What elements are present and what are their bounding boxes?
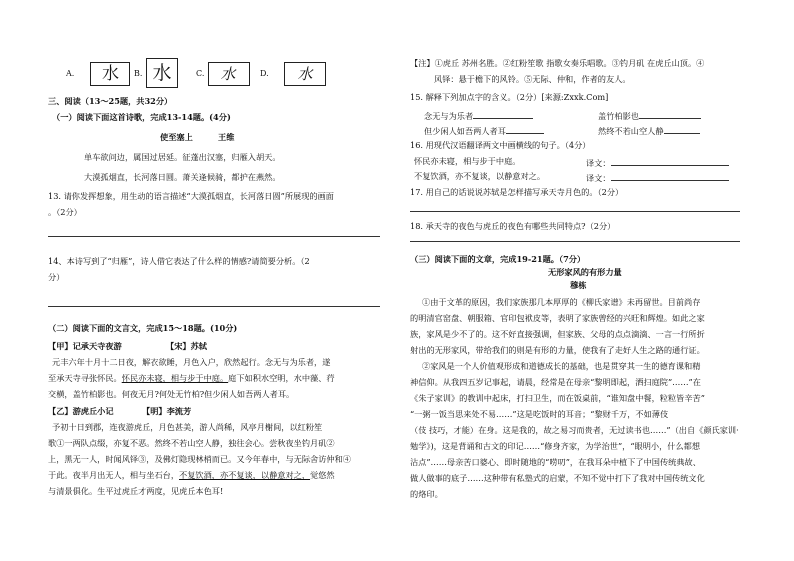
article-line: 族，家风是少不了的。这不好直接强调，但家族、父母的点点滴滴、一言一行所折 xyxy=(410,329,705,339)
text-yi-line-4: 于此。夜半月出无人，相与坐石台，不复饮酒，亦不复谈，以静意对之，觉悠然 xyxy=(48,470,335,480)
answer-line xyxy=(410,241,740,242)
note-line-1: 【注】①虎丘 苏州名胜。②红粉笙歌 指歌女奏乐唱歌。③钓月矶 在虎丘山顶。④ xyxy=(410,58,705,68)
article-line: 勉学》)，这是背诵和古文的印记……“修身齐家，为学治世”，“眼明小，什么都想 xyxy=(410,441,701,451)
option-a-glyph: 水 xyxy=(90,62,130,86)
note-line-2: 风铎：悬于檐下的风铃。⑤无际、仲和，作者的友人。 xyxy=(434,74,631,84)
text-yi-author: 【明】李流芳 xyxy=(142,406,192,416)
text-yi-line-3: 上，黑无一人，时闻风铎③，及佛灯隐现林梢而已。又今年春中，与无际舍访仲和④ xyxy=(48,454,351,464)
option-b-glyph: 水 xyxy=(146,58,178,88)
question-13-points: 。（2分） xyxy=(48,207,82,217)
answer-line xyxy=(48,306,380,307)
article-line: 《朱子家训》的教训中起床，打扫卫生，而在饭桌前，“谁知盘中餐，粒粒皆辛苦” xyxy=(410,393,705,403)
text-yi-line-1: 予初十日到郡，连夜游虎丘，月色甚美，游人尚稀，风亭月榭间，以红粉笙 xyxy=(52,422,323,432)
article-author: 穆栋 xyxy=(570,280,587,290)
option-c-glyph: 水 xyxy=(208,62,250,86)
text-jia-line-1: 元丰六年十月十二日夜，解衣欲睡，月色入户，欣然起行。念无与为乐者，遂 xyxy=(52,357,331,367)
option-a-label: A. xyxy=(66,69,75,78)
text-jia-line-3: 交横，盖竹柏影也。何夜无月?何处无竹柏?但少闲人如吾两人者耳。 xyxy=(48,389,295,399)
article-line: ②家风是一个人价值观形成和道德成长的基础，也是贯穿其一生的德育课和精 xyxy=(422,361,701,371)
article-subheader: （三）阅读下面的文章，完成19-21题。（7分） xyxy=(410,254,586,264)
question-15: 15. 解释下列加点字的含义。（2分）[来源:Zxxk.Com] xyxy=(410,92,609,102)
text-jia-line-2: 至承天寺寻张怀民。怀民亦未寝，相与步于中庭。庭下如积水空明，水中藻、荇 xyxy=(48,373,335,383)
article-title: 无形家风的有形力量 xyxy=(548,267,622,277)
answer-line xyxy=(410,211,740,212)
question-13: 13. 请你发挥想象，用生动的语言描述“大漠孤烟直，长河落日圆”所展现的画面 xyxy=(48,191,334,201)
right-column xyxy=(400,0,754,561)
text-jia-author: 【宋】苏轼 xyxy=(166,341,207,351)
question-17: 17. 用自己的话说说苏轼是怎样描写承天寺月色的。（2分） xyxy=(410,187,624,197)
q16-answer-a: 译文： xyxy=(586,157,729,167)
text-yi-line-5: 与清景俱化。生平过虎丘才两度，见虎丘本色耳! xyxy=(48,486,224,496)
poem-title: 使至塞上 xyxy=(160,132,193,142)
article-line: 的明清官窑盘、朝服箱、官印包袱皮等，表明了家族曾经的兴旺和辉煌。如此之家 xyxy=(410,313,705,323)
q15-item-d: 然终不若山空人静 xyxy=(598,125,700,135)
left-column xyxy=(40,0,390,561)
option-b-label: B. xyxy=(134,69,143,78)
underlined-sentence: 不复饮酒，亦不复谈，以静意对之， xyxy=(179,470,311,480)
classical-subheader: （二）阅读下面的文言文，完成15～18题。(10分) xyxy=(48,323,238,333)
option-c-label: C. xyxy=(196,69,205,78)
question-16: 16. 用现代汉语翻译两文中画横线的句子。（4分） xyxy=(410,140,591,150)
option-d-glyph: 水 xyxy=(284,62,326,86)
article-line: 沾点”……母亲苦口婆心、即时随地的“唠叨”，在我耳朵中植下了中国传统典故、 xyxy=(410,457,701,467)
q15-item-b: 盖竹柏影也 xyxy=(598,110,701,120)
question-14: 14、本诗写到了“归雁”，诗人借它表达了什么样的情感?请简要分析。（2 xyxy=(48,256,310,266)
q16-sentence-a: 怀民亦未寝，相与步于中庭。 xyxy=(414,156,521,166)
answer-line xyxy=(48,236,380,237)
text-jia-title: 【甲】记承天寺夜游 xyxy=(48,341,122,351)
q15-item-a: 念无与为乐者 xyxy=(424,110,533,120)
option-d-label: D. xyxy=(260,69,269,78)
text-yi-title: 【乙】游虎丘小记 xyxy=(48,406,114,416)
poem-subheader: （一）阅读下面这首诗歌，完成13-14题。(4分) xyxy=(52,112,231,122)
underlined-sentence: 怀民亦未寝，相与步于中庭。 xyxy=(121,373,229,383)
poem-line-2: 大漠孤烟直，长河落日圆。萧关逢候骑，都护在燕然。 xyxy=(84,172,281,182)
q16-answer-b: 译文： xyxy=(586,172,729,182)
article-line: （伎 技巧，才能）在身。这是我的，故之易习而贵者，无过读书也……”（出自《颜氏家训· xyxy=(410,425,739,435)
poem-author: 王维 xyxy=(218,132,235,142)
article-line: 神信仰。从我四五岁记事起，请晨，经常是在母亲“黎明即起，洒扫庭院”……”在 xyxy=(410,377,701,387)
section-3-header: 三、阅读（13～25题，共32分） xyxy=(48,96,173,106)
article-line: ①由于文革的原因，我们家族那几本厚厚的《柳氏家谱》未再留世。目前尚存 xyxy=(422,297,701,307)
text-yi-line-2: 歌①一两队点缀，亦复不恶。然终不若山空人静，独往会心。尝秋夜坐钓月矶② xyxy=(48,438,335,448)
article-line: 射出的无形家风，带给我们的则是有形的力量，使我有了走好人生之路的通行证。 xyxy=(410,345,705,355)
article-line: 的烙印。 xyxy=(410,489,443,499)
question-14-points: 分） xyxy=(48,272,65,282)
q16-sentence-b: 不复饮酒，亦不复谈，以静意对之。 xyxy=(414,171,546,181)
article-line: 做人做事的底子……这种带有私塾式的启蒙，不知不觉中打下了我对中国传统文化 xyxy=(410,473,705,483)
q15-item-c: 但少闲人如吾两人者耳 xyxy=(424,125,544,135)
question-18: 18. 承天寺的夜色与虎丘的夜色有哪些共同特点?（2分） xyxy=(410,221,616,231)
poem-line-1: 单车欲问边，属国过居延。征蓬出汉塞，归雁入胡天。 xyxy=(84,152,281,162)
article-line: “一粥一饭当思来处不易……”这是吃饭时的耳音；“黎财千万，不如薄伎 xyxy=(410,409,669,419)
